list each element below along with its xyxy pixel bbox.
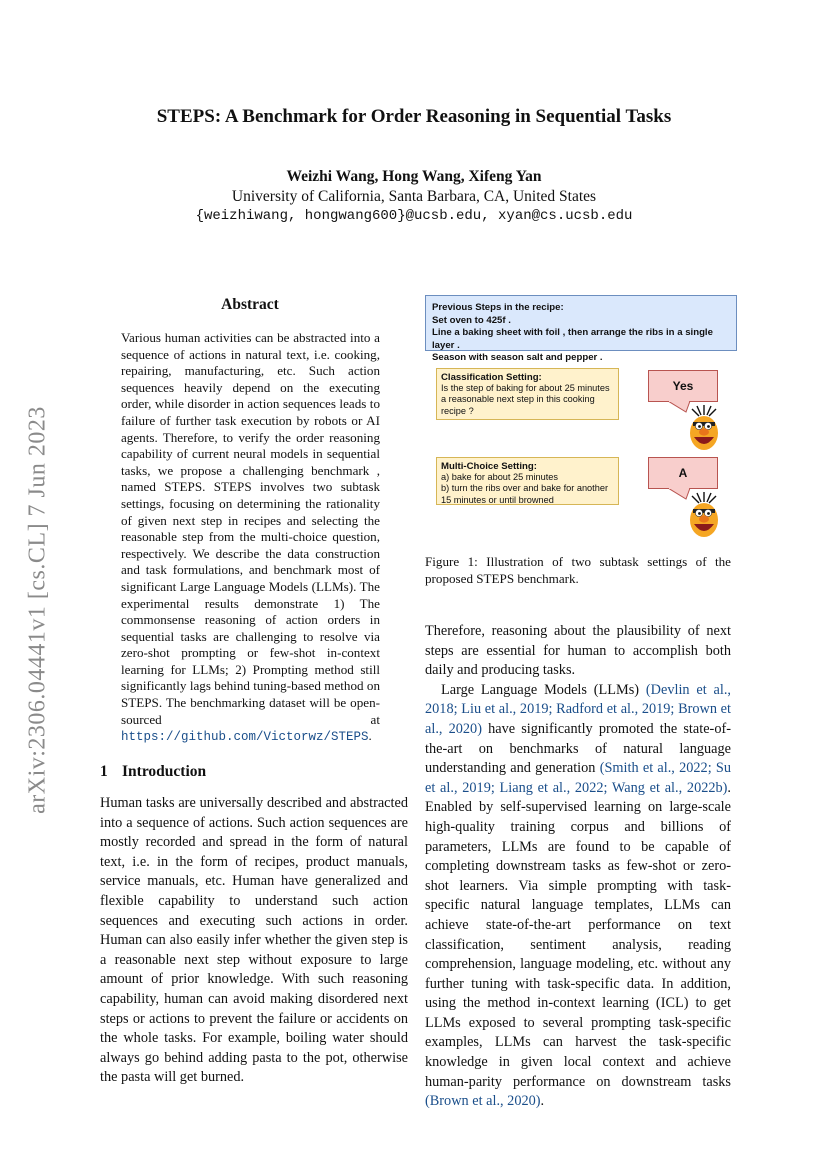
previous-steps-box — [425, 295, 737, 363]
abstract-text — [121, 330, 380, 746]
right-column-text — [425, 622, 731, 1112]
multichoice-line: b) turn the ribs over and bake for another — [441, 483, 609, 494]
figure-caption: Figure 1: Illustration of two subtask settings of the proposed STEPS benchmark. — [425, 554, 731, 586]
paper-title: STEPS: A Benchmark for Order Reasoning in Sequential Tasks — [156, 106, 672, 127]
muppet-face-icon — [686, 403, 722, 451]
multichoice-line: a) bake for about 25 minutes — [441, 472, 558, 483]
text-run: Large Language Models (LLMs) — [441, 681, 646, 698]
section-number: 1 — [100, 763, 108, 780]
citation-link[interactable]: (Brown et al., 2020) — [425, 1093, 541, 1110]
citation-link[interactable]: (Smith et al., 2022; Su et al., 2019; Liang et al., 2022; Wang et al., 2022b) — [425, 760, 731, 796]
author-list: Weizhi Wang, Hong Wang, Xifeng Yan — [286, 168, 542, 185]
section-heading — [100, 763, 410, 781]
previous-step-line: Season with season salt and pepper . — [432, 352, 603, 363]
classification-line: a reasonable next step in this cooking — [441, 394, 595, 405]
classification-answer-bubble: Yes — [648, 370, 718, 402]
multichoice-setting-box — [436, 457, 619, 505]
muppet-face-icon — [686, 490, 722, 538]
abstract-body-text: Various human activities can be abstracted into a sequence of actions in natural text, i.e. cooking, repairing, manufacturing, etc. Such action sequences heavily depend on the executing order, while disorder in action sequences leads to failure of further task execution by robots or AI agents. Therefore, to verify the order reasoning capability of current neural models in sequential tasks, we propose a challenging benchmark , named STEPS. STEPS involves two subtask settings, focusing on determining the rationality of given next step in recipes and selecting the reasonable step from the multi-choice question, respectively. We describe the data construction and task formulations, and benchmark most of significant Large Language Models (LLMs). The experimental results demonstrate 1) The commonsense reasoning of action orders in sequential tasks are challenging to resolve via zero-shot prompting or few-shot in-context learning for LLMs; 2) Prompting method still significantly lags behind tuning-based method on STEPS. The benchmarking dataset will be open-sourced at — [121, 330, 380, 727]
classification-line: Is the step of baking for about 25 minutes — [441, 383, 610, 394]
multichoice-answer-bubble: A — [648, 457, 718, 489]
arxiv-identifier: arXiv:2306.04441v1 [cs.CL] 7 Jun 2023 — [24, 406, 51, 814]
author-emails: {weizhiwang, hongwang600}@ucsb.edu, xyan@cs.ucsb.edu — [195, 208, 633, 224]
classification-line: recipe ? — [441, 405, 474, 416]
previous-steps-heading: Previous Steps in the recipe: — [432, 302, 564, 313]
previous-step-line: Line a baking sheet with foil , then arrange the ribs in a single layer . — [432, 327, 713, 351]
paragraph — [425, 681, 731, 1112]
previous-step-line: Set oven to 425f . — [432, 314, 511, 326]
multichoice-line: 15 minutes or until browned — [441, 494, 554, 505]
text-run: . — [540, 1093, 545, 1110]
classification-heading: Classification Setting: — [441, 372, 542, 383]
text-run: have significantly promoted the state-of-the-art on benchmarks of natural language understanding and generation — [425, 720, 731, 777]
repository-link[interactable]: https://github.com/Victorwz/STEPS — [121, 730, 369, 745]
abstract-heading: Abstract — [221, 296, 279, 313]
affiliation: University of California, Santa Barbara, CA, United States — [231, 188, 597, 205]
paragraph: Therefore, reasoning about the plausibility of next steps are essential for human to accomplish both daily and producing tasks. — [425, 623, 731, 679]
text-run: . Enabled by self-supervised learning on large-scale high-quality training corpus and billions of parameters, LLMs are found to be capable of completing downstream tasks as few-shot or zero-shot learners. Via simple prompting with task-specific natural language templates, LLMs can achieve state-of-the-art performance on text classification, sentiment analysis, reading comprehension, language modeling, etc. without any further tuning with task-specific data. In addition, using the method in-context learning (ICL) to get LLMs exposed to several prompting task-specific examples, LLMs can harvest the task-specific knowledge in given local context and achieve human-parity performance on downstream tasks — [425, 779, 731, 1090]
abstract-end: . — [368, 728, 372, 744]
section-title: Introduction — [122, 763, 207, 780]
classification-setting-box — [436, 368, 619, 420]
citation-link[interactable]: (Devlin et al., 2018; Liu et al., 2019; Radford et al., 2019; Brown et al., 2020) — [425, 681, 731, 737]
multichoice-heading: Multi-Choice Setting: — [441, 461, 537, 472]
introduction-text: Human tasks are universally described and abstracted into a sequence of actions. Such action sequences are mostly recorded and spread in the form of natural text, i.e. in the form of recipes, product manuals, service manuals, etc. Human have generalized and flexible capability to understand such action sequences and executing such actions in order. Human can also easily infer whether the given step is a reasonable next step without exposure to large amount of prior knowledge. With such reasoning capability, human can avoid making disordered next steps or actions to prevent the failure or accidents on the whole tasks. For example, boiling water should always go behind adding pasta to the pot, otherwise the pasta will get burned. — [100, 795, 408, 1086]
